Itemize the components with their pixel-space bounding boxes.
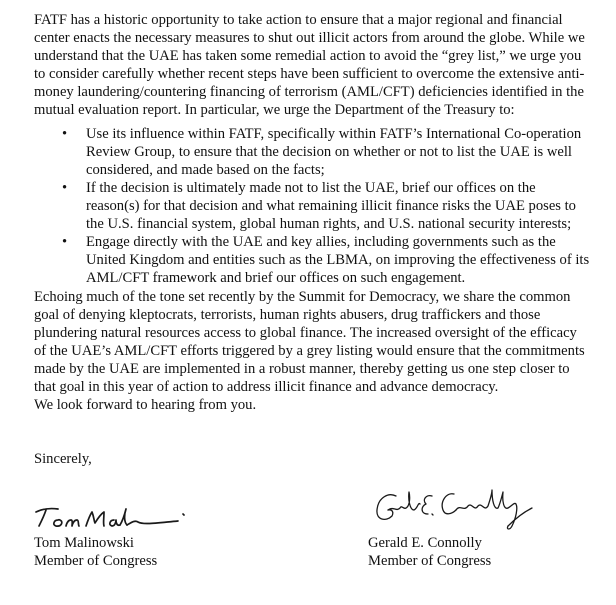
signatory-title: Member of Congress — [34, 553, 158, 569]
signatory-title: Member of Congress — [368, 553, 492, 569]
request-text: Engage directly with the UAE and key allies, including governments such as the United Kingdom and entities such as the LBMA, on improving the effectiveness of its AML/CFT framework and brief our offices on such engagement. — [86, 234, 590, 286]
connolly-signature — [366, 482, 536, 538]
letter-closing: Sincerely, — [34, 451, 92, 467]
request-list-item — [60, 179, 590, 233]
signatory-name: Gerald E. Connolly — [368, 535, 482, 551]
malinowski-signature — [28, 492, 198, 534]
signatory-name: Tom Malinowski — [34, 535, 134, 551]
bullet-icon: • — [62, 126, 68, 142]
bullet-icon: • — [62, 234, 68, 250]
request-list-item — [60, 233, 590, 287]
letter-paragraph-1: FATF has a historic opportunity to take action to ensure that a major regional and financial center enacts the necessary measures to shut out illicit actors from around the globe. While we understand that the UAE has taken some remedial action to avoid the “grey list,” we urge you to consider carefully whether recent steps have been sufficient to overcome the extensive anti-money laundering/countering financing of terrorism (AML/CFT) deficiencies identified in the mutual evaluation report. In particular, we urge the Department of the Treasury to: — [34, 12, 585, 118]
request-list — [60, 125, 590, 287]
letter-paragraph-3: We look forward to hearing from you. — [34, 397, 257, 413]
signatory-block — [368, 534, 491, 570]
request-text: If the decision is ultimately made not to list the UAE, brief our offices on the reason(s) for that decision and what remaining illicit finance risks the UAE poses to the U.S. financial system, global human rights, and U.S. national security interests; — [86, 180, 576, 232]
request-list-item — [60, 125, 590, 179]
bullet-icon: • — [62, 180, 68, 196]
request-text: Use its influence within FATF, specifically within FATF’s International Co-operation Review Group, to ensure that the decision on whether or not to list the UAE is well considered, and made based on the facts; — [86, 126, 582, 178]
letter-paragraph-2: Echoing much of the tone set recently by the Summit for Democracy, we share the common goal of denying kleptocrats, terrorists, human rights abusers, drug traffickers and those plundering natural resources access to global finance. The increased oversight of the efficacy of the UAE’s AML/CFT efforts triggered by a grey listing would ensure that the commitments made by the UAE are implemented in a robust manner, thereby getting us one step closer to that goal in this year of action to address illicit finance and advance democracy. — [34, 289, 585, 395]
signatory-block — [34, 534, 157, 570]
